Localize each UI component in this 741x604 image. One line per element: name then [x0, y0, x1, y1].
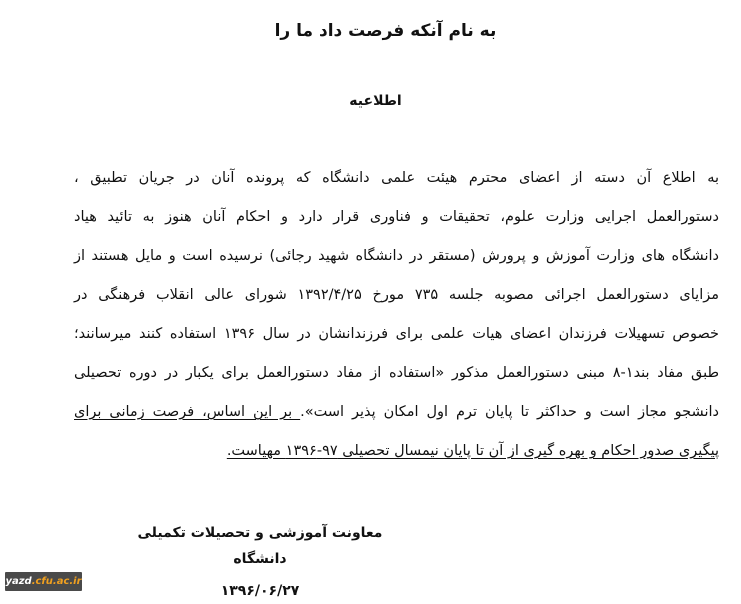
body-line-7-underlined: بر این اساس، فرصت زمانی برای	[74, 404, 301, 420]
body-line: طبق مفاد بند۱-۸ مبنی دستورالعمل مذکور «استفاده از مفاد دستورالعمل برای یکبار در دوره تحصیلی	[74, 365, 719, 381]
body-line-8	[74, 436, 719, 475]
body-line: خصوص تسهیلات فرزندان اعضای هیات علمی برای فرزندانشان در سال ۱۳۹۶ استفاده کنند میرسانند؛	[74, 326, 719, 342]
signature-block	[130, 520, 390, 604]
body-line-8-underlined: پیگیری صدور احکام و بهره گیری از آن تا پایان نیمسال تحصیلی ۹۷-۱۳۹۶ مهیاست.	[226, 443, 719, 459]
body-line: مزایای دستورالعمل اجرائی مصوبه جلسه ۷۳۵ مورخ ۱۳۹۲/۴/۲۵ شورای عالی انقلاب فرهنگی در	[74, 287, 719, 303]
announcement-body	[74, 163, 719, 475]
body-line-7-plain: دانشجو مجاز است و حداکثر تا پایان ترم اول امکان پذیر است».	[300, 404, 719, 420]
body-line: دستورالعمل اجرایی وزارت علوم، تحقیقات و فناوری قرار دارد و احکام آنان هنوز به تائید هیاد	[74, 209, 719, 225]
header-title: به نام آنکه فرصت داد ما را	[274, 21, 497, 41]
body-line: دانشگاه های وزارت آموزش و پرورش (مستقر در دانشگاه شهید رجائی) نرسیده است و مایل هستند از	[74, 248, 719, 264]
signature-date: ۱۳۹۶/۰۶/۲۷	[220, 583, 300, 599]
body-line-7	[74, 397, 719, 436]
watermark-part1: yazd	[5, 576, 32, 587]
site-watermark-logo	[5, 572, 82, 591]
watermark-part2: .cfu.ac.ir	[31, 576, 82, 587]
notice-title: اطلاعیه	[349, 93, 402, 109]
signature-office: معاونت آموزشی و تحصیلات تکمیلی دانشگاه	[137, 525, 383, 567]
body-line: به اطلاع آن دسته از اعضای محترم هیئت علمی دانشگاه که پرونده آنان در جریان تطبیق ،	[74, 170, 719, 186]
